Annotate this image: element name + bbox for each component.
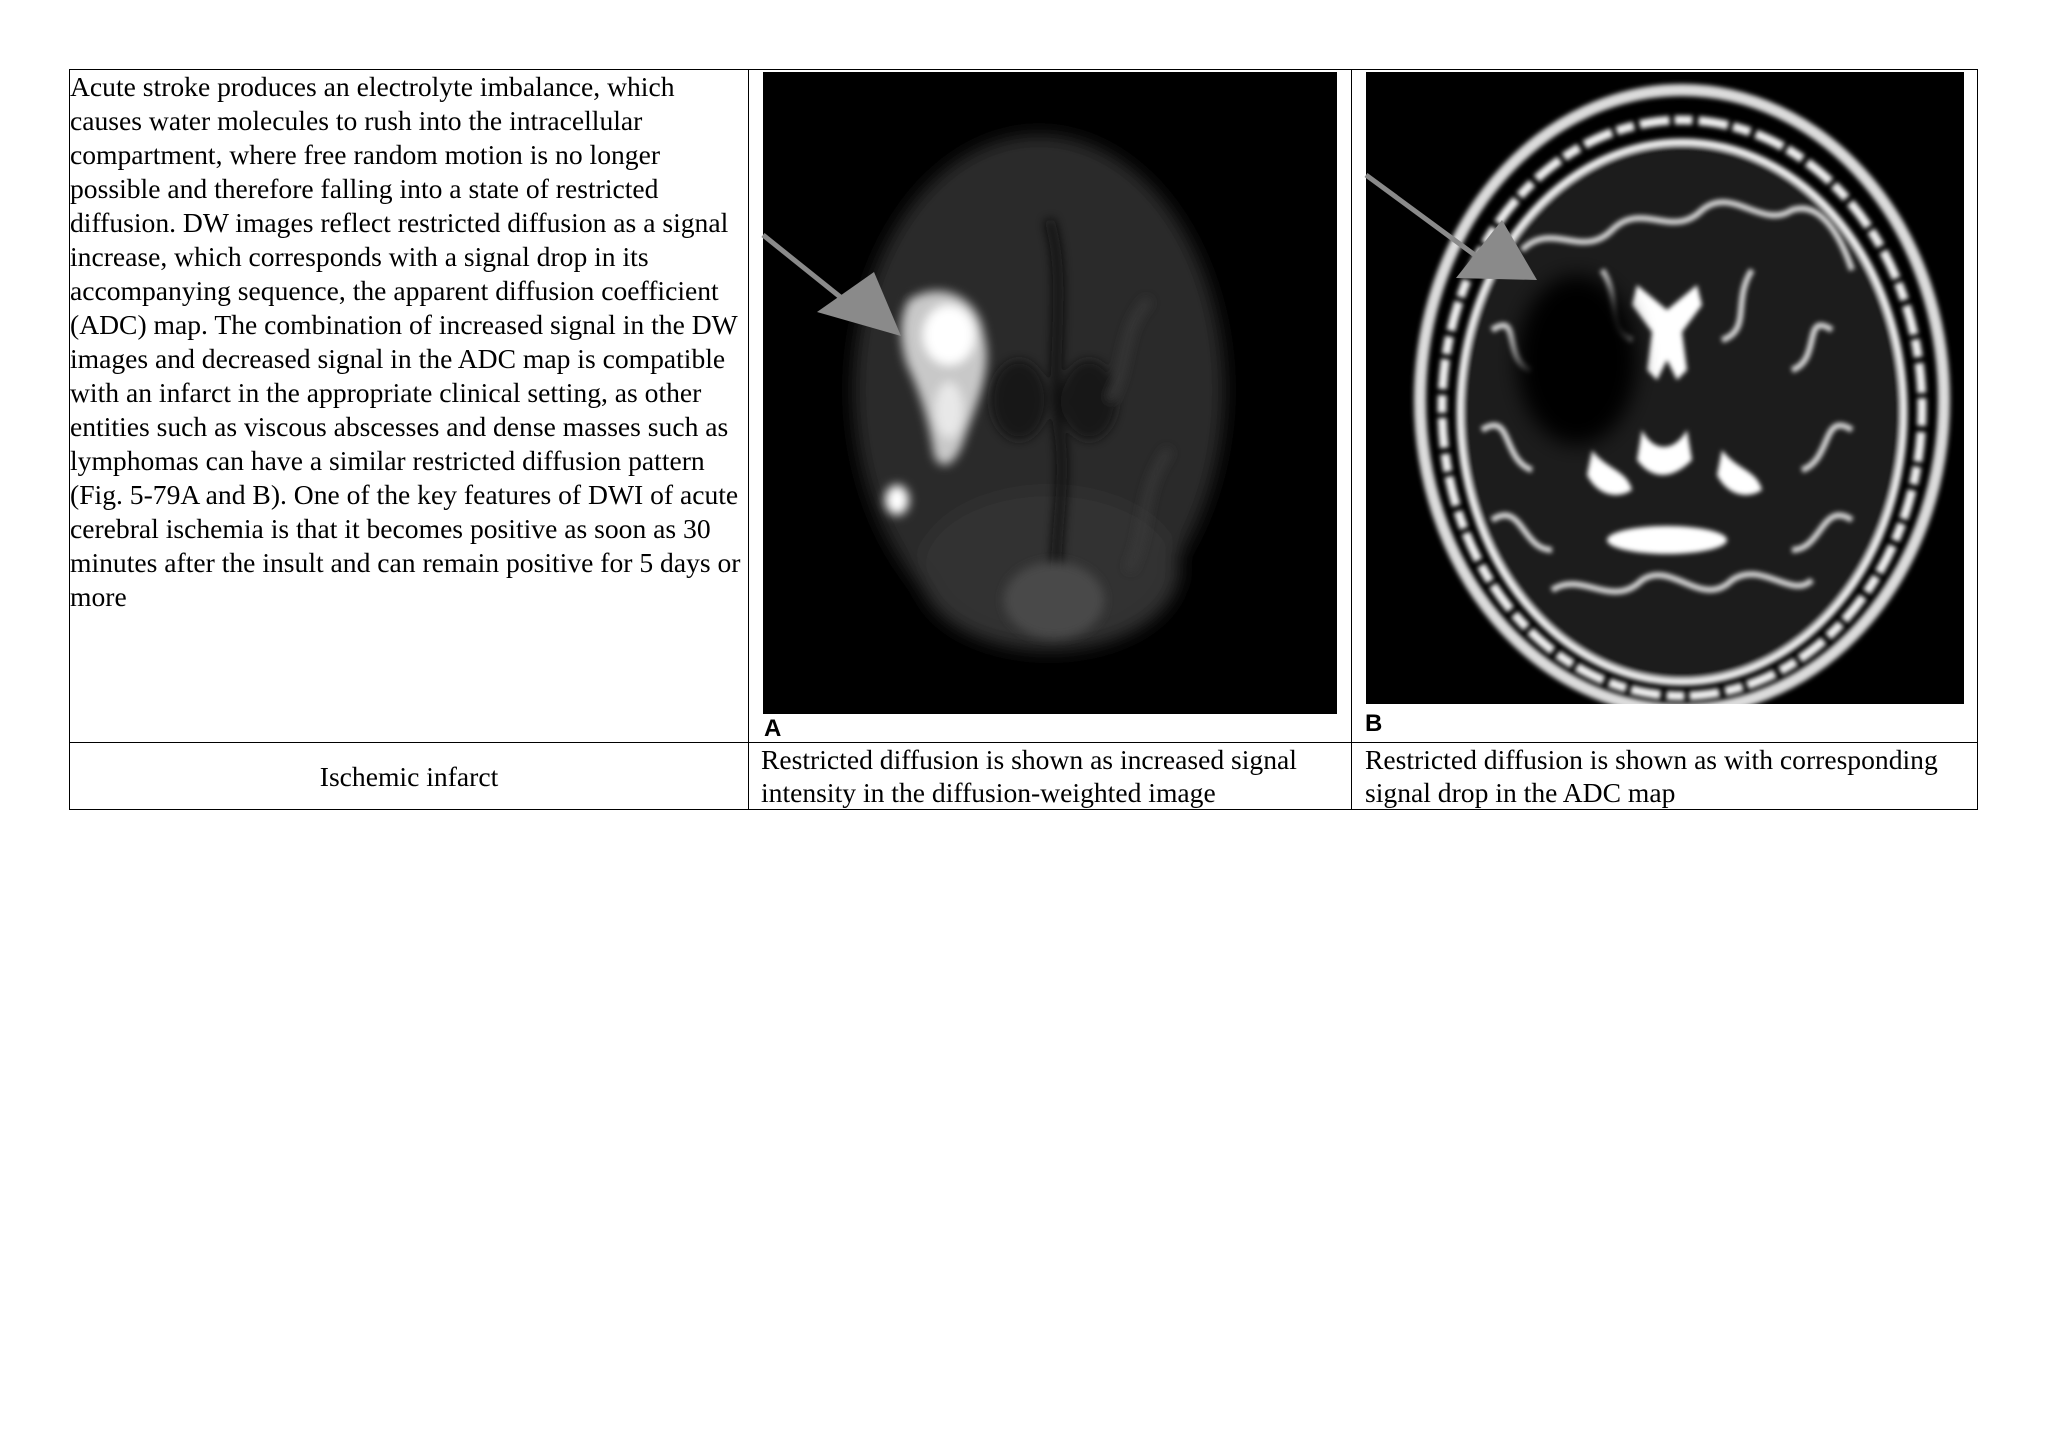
image-b-caption: Restricted diffusion is shown as with corresponding signal drop in the ADC map bbox=[1365, 744, 1938, 808]
description-cell bbox=[70, 70, 749, 743]
panel-letter-b: B bbox=[1365, 710, 1383, 737]
findings-table bbox=[69, 69, 1978, 810]
image-a-caption: Restricted diffusion is shown as increased signal intensity in the diffusion-weighted image bbox=[761, 744, 1297, 808]
panel-letter-a: A bbox=[764, 715, 782, 742]
image-a-cell bbox=[749, 70, 1352, 743]
description-text: Acute stroke produces an electrolyte imbalance, which causes water molecules to rush into the intracellular compartment, where free random motion is no longer possible and therefore falling into a state of restricted diffusion. DW images reflect restricted diffusion as a signal increase, which corresponds with a signal drop in its accompanying sequence, the apparent diffusion coefficient (ADC) map. The combination of increased signal in the DW images and decreased signal in the ADC map is compatible with an infarct in the appropriate clinical setting, as other entities such as viscous abscesses and dense masses such as lymphomas can have a similar restricted diffusion pattern (Fig. 5-79A and B). One of the key features of DWI of acute cerebral ischemia is that it becomes positive as soon as 30 minutes after the insult and can remain positive for 5 days or more bbox=[70, 71, 741, 612]
table-row bbox=[70, 743, 1978, 810]
image-b-cell bbox=[1352, 70, 1978, 743]
table-row bbox=[70, 70, 1978, 743]
dwi-brain-image bbox=[749, 70, 1351, 742]
image-b-caption-cell bbox=[1352, 743, 1978, 810]
adc-brain-image bbox=[1352, 70, 1977, 742]
diagnosis-cell bbox=[70, 743, 749, 810]
image-a-caption-cell bbox=[749, 743, 1352, 810]
diagnosis-label: Ischemic infarct bbox=[319, 760, 499, 792]
